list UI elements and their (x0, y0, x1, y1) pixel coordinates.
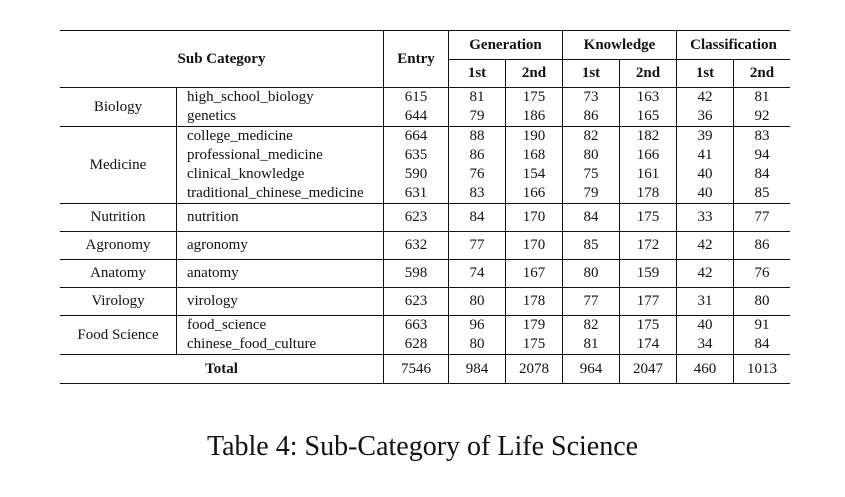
subcategory-name: traditional_chinese_medicine (177, 184, 384, 204)
knowledge-1st-header: 1st (563, 60, 620, 88)
knowledge-2nd-cell: 165 (620, 107, 677, 127)
header-row-1 (60, 31, 790, 60)
generation-2nd-cell: 190 (506, 127, 563, 147)
generation-1st-cell: 86 (449, 146, 506, 165)
knowledge-2nd-cell: 161 (620, 165, 677, 184)
category-cell: Medicine (60, 127, 177, 204)
table-row (60, 127, 790, 147)
table-body (60, 88, 790, 384)
generation-2nd-cell: 168 (506, 146, 563, 165)
category-cell: Virology (60, 288, 177, 316)
knowledge-1st-cell: 73 (563, 88, 620, 108)
knowledge-2nd-cell: 182 (620, 127, 677, 147)
total-knowledge-2nd-cell: 2047 (620, 355, 677, 384)
entry-cell: 628 (384, 335, 449, 355)
classification-2nd-cell: 91 (734, 316, 791, 336)
generation-1st-cell: 80 (449, 335, 506, 355)
subcategory-name: anatomy (177, 260, 384, 288)
generation-1st-cell: 80 (449, 288, 506, 316)
knowledge-1st-cell: 80 (563, 146, 620, 165)
subcategory-name: college_medicine (177, 127, 384, 147)
knowledge-2nd-cell: 159 (620, 260, 677, 288)
category-cell: Biology (60, 88, 177, 127)
entry-cell: 623 (384, 204, 449, 232)
classification-2nd-cell: 94 (734, 146, 791, 165)
generation-2nd-cell: 179 (506, 316, 563, 336)
classification-1st-cell: 40 (677, 165, 734, 184)
classification-1st-cell: 40 (677, 184, 734, 204)
subcategory-name: high_school_biology (177, 88, 384, 108)
classification-1st-cell: 34 (677, 335, 734, 355)
generation-1st-cell: 88 (449, 127, 506, 147)
knowledge-2nd-cell: 177 (620, 288, 677, 316)
classification-2nd-cell: 86 (734, 232, 791, 260)
subcategory-name: virology (177, 288, 384, 316)
knowledge-2nd-cell: 174 (620, 335, 677, 355)
entry-cell: 644 (384, 107, 449, 127)
generation-2nd-cell: 178 (506, 288, 563, 316)
table-row (60, 88, 790, 108)
knowledge-1st-cell: 79 (563, 184, 620, 204)
entry-cell: 631 (384, 184, 449, 204)
total-entry-cell: 7546 (384, 355, 449, 384)
generation-1st-cell: 84 (449, 204, 506, 232)
knowledge-1st-cell: 81 (563, 335, 620, 355)
generation-2nd-cell: 175 (506, 335, 563, 355)
generation-1st-cell: 76 (449, 165, 506, 184)
category-cell: Nutrition (60, 204, 177, 232)
generation-2nd-header: 2nd (506, 60, 563, 88)
knowledge-1st-cell: 80 (563, 260, 620, 288)
knowledge-header: Knowledge (563, 31, 677, 60)
classification-2nd-cell: 84 (734, 335, 791, 355)
table-row (60, 316, 790, 336)
generation-1st-header: 1st (449, 60, 506, 88)
classification-2nd-cell: 81 (734, 88, 791, 108)
total-generation-1st-cell: 984 (449, 355, 506, 384)
generation-2nd-cell: 170 (506, 232, 563, 260)
entry-cell: 598 (384, 260, 449, 288)
subcategory-name: agronomy (177, 232, 384, 260)
knowledge-2nd-cell: 178 (620, 184, 677, 204)
classification-1st-cell: 40 (677, 316, 734, 336)
entry-cell: 632 (384, 232, 449, 260)
table-caption: Table 4: Sub-Category of Life Science (206, 431, 639, 462)
generation-1st-cell: 96 (449, 316, 506, 336)
entry-cell: 663 (384, 316, 449, 336)
entry-cell: 623 (384, 288, 449, 316)
subcategory-name: nutrition (177, 204, 384, 232)
entry-cell: 664 (384, 127, 449, 147)
classification-header: Classification (677, 31, 791, 60)
category-cell: Agronomy (60, 232, 177, 260)
total-classification-1st-cell: 460 (677, 355, 734, 384)
classification-1st-cell: 41 (677, 146, 734, 165)
classification-2nd-cell: 80 (734, 288, 791, 316)
knowledge-1st-cell: 82 (563, 316, 620, 336)
classification-1st-cell: 31 (677, 288, 734, 316)
generation-2nd-cell: 166 (506, 184, 563, 204)
total-classification-2nd-cell: 1013 (734, 355, 791, 384)
knowledge-1st-cell: 75 (563, 165, 620, 184)
classification-1st-cell: 42 (677, 232, 734, 260)
knowledge-1st-cell: 84 (563, 204, 620, 232)
generation-2nd-cell: 167 (506, 260, 563, 288)
knowledge-2nd-cell: 163 (620, 88, 677, 108)
classification-1st-header: 1st (677, 60, 734, 88)
knowledge-1st-cell: 85 (563, 232, 620, 260)
table-row (60, 204, 790, 232)
total-generation-2nd-cell: 2078 (506, 355, 563, 384)
subcategory-name: clinical_knowledge (177, 165, 384, 184)
generation-header: Generation (449, 31, 563, 60)
category-cell: Food Science (60, 316, 177, 355)
generation-2nd-cell: 186 (506, 107, 563, 127)
generation-2nd-cell: 154 (506, 165, 563, 184)
life-science-table (60, 30, 790, 384)
generation-2nd-cell: 175 (506, 88, 563, 108)
knowledge-2nd-cell: 166 (620, 146, 677, 165)
generation-1st-cell: 77 (449, 232, 506, 260)
subcategory-name: professional_medicine (177, 146, 384, 165)
entry-header: Entry (384, 31, 449, 88)
entry-cell: 615 (384, 88, 449, 108)
generation-1st-cell: 79 (449, 107, 506, 127)
knowledge-2nd-header: 2nd (620, 60, 677, 88)
classification-2nd-cell: 77 (734, 204, 791, 232)
classification-1st-cell: 36 (677, 107, 734, 127)
knowledge-2nd-cell: 175 (620, 316, 677, 336)
classification-1st-cell: 39 (677, 127, 734, 147)
knowledge-1st-cell: 86 (563, 107, 620, 127)
generation-1st-cell: 81 (449, 88, 506, 108)
total-label: Total (60, 355, 384, 384)
knowledge-2nd-cell: 175 (620, 204, 677, 232)
generation-1st-cell: 83 (449, 184, 506, 204)
subcategory-name: chinese_food_culture (177, 335, 384, 355)
classification-1st-cell: 42 (677, 260, 734, 288)
table-row (60, 232, 790, 260)
knowledge-2nd-cell: 172 (620, 232, 677, 260)
subcategory-name: genetics (177, 107, 384, 127)
entry-cell: 635 (384, 146, 449, 165)
sub-category-header: Sub Category (60, 31, 384, 88)
generation-1st-cell: 74 (449, 260, 506, 288)
classification-1st-cell: 42 (677, 88, 734, 108)
entry-cell: 590 (384, 165, 449, 184)
total-knowledge-1st-cell: 964 (563, 355, 620, 384)
knowledge-1st-cell: 77 (563, 288, 620, 316)
classification-2nd-cell: 76 (734, 260, 791, 288)
classification-2nd-header: 2nd (734, 60, 791, 88)
knowledge-1st-cell: 82 (563, 127, 620, 147)
classification-2nd-cell: 92 (734, 107, 791, 127)
classification-2nd-cell: 84 (734, 165, 791, 184)
classification-1st-cell: 33 (677, 204, 734, 232)
classification-2nd-cell: 85 (734, 184, 791, 204)
table-row (60, 260, 790, 288)
category-cell: Anatomy (60, 260, 177, 288)
subcategory-name: food_science (177, 316, 384, 336)
classification-2nd-cell: 83 (734, 127, 791, 147)
total-row (60, 355, 790, 384)
generation-2nd-cell: 170 (506, 204, 563, 232)
table-row (60, 288, 790, 316)
